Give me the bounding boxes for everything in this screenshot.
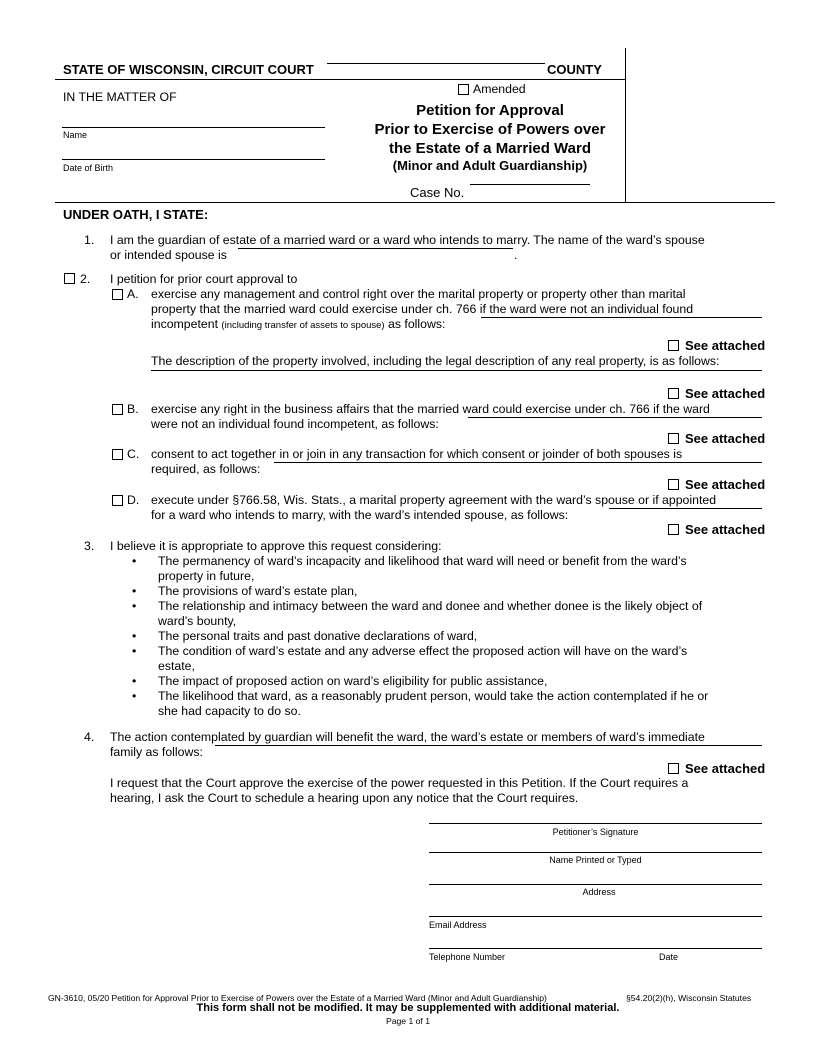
name-printed-input[interactable]	[429, 852, 762, 853]
see-attached-label: See attached	[685, 386, 766, 401]
list-item	[158, 629, 768, 644]
list-item-line: • The provisions of ward’s estate plan,	[158, 584, 358, 598]
header-bottom-divider	[55, 202, 775, 203]
option-d-input[interactable]	[609, 508, 762, 509]
email-label: Email Address	[429, 920, 487, 930]
list-item-line: • The likelihood that ward, as a reasonably prudent person, would take the action contemplated if he or	[158, 689, 709, 703]
name-printed-label: Name Printed or Typed	[549, 855, 642, 865]
request-line: hearing, I ask the Court to schedule a hearing upon any notice that the Court requires.	[110, 791, 579, 805]
item-1-number: 1.	[84, 233, 95, 247]
option-c-input[interactable]	[274, 462, 762, 463]
option-a-input[interactable]	[481, 317, 762, 318]
list-item	[158, 599, 768, 629]
option-a-letter: A.	[127, 287, 139, 301]
matter-label: IN THE MATTER OF	[63, 90, 177, 104]
option-b-letter: B.	[127, 402, 139, 416]
item-4-number: 4.	[84, 730, 95, 744]
address-label: Address	[582, 887, 616, 897]
list-item	[158, 584, 768, 599]
request-line: I request that the Court approve the exercise of the power requested in this Petition. If the Court requires a	[110, 776, 689, 790]
see-attached-checkbox[interactable]	[668, 524, 679, 535]
header-divider	[55, 79, 625, 80]
item-3-number: 3.	[84, 539, 95, 553]
see-attached-label: See attached	[685, 761, 766, 776]
date-label: Date	[659, 952, 679, 962]
title-line: Prior to Exercise of Powers over	[374, 121, 606, 138]
benefit-input[interactable]	[215, 745, 762, 746]
item-1-line: I am the guardian of estate of a married ward or a ward who intends to marry. The name of the ward’s spouse	[110, 233, 705, 247]
option-a-line	[151, 317, 445, 333]
name-input[interactable]	[62, 127, 325, 128]
option-a-line: exercise any management and control right over the marital property or property other than marital	[151, 287, 686, 301]
name-label: Name	[63, 130, 88, 140]
case-no-label: Case No.	[410, 185, 465, 200]
form-title	[340, 101, 640, 158]
option-b-input[interactable]	[468, 417, 762, 418]
list-item-line: estate,	[158, 659, 195, 673]
statute-reference: §54.20(2)(h), Wisconsin Statutes	[626, 993, 752, 1003]
list-item-line: • The permanency of ward’s incapacity and likelihood that ward will need or benefit from the ward’s	[158, 554, 687, 568]
see-attached-checkbox[interactable]	[668, 763, 679, 774]
option-b-line: exercise any right in the business affairs that the married ward could exercise under ch. 766 if the ward	[151, 402, 710, 416]
phone-label: Telephone Number	[429, 952, 506, 962]
option-a-text: as follows:	[388, 317, 446, 331]
county-label: COUNTY	[547, 62, 602, 77]
see-attached-label: See attached	[685, 338, 766, 353]
dob-input[interactable]	[62, 159, 325, 160]
option-d-checkbox[interactable]	[112, 495, 123, 506]
option-c-letter: C.	[127, 447, 140, 461]
list-item-line: • The impact of proposed action on ward’s eligibility for public assistance,	[158, 674, 548, 688]
item-4-line: The action contemplated by guardian will benefit the ward, the ward’s estate or members of ward’s immediate	[110, 730, 705, 744]
option-c-line: consent to act together in or join in any transaction for which consent or joinder of both spouses is	[151, 447, 683, 461]
see-attached-checkbox[interactable]	[668, 433, 679, 444]
phone-date-input[interactable]	[429, 948, 762, 949]
list-item	[158, 674, 768, 689]
form-subtitle: (Minor and Adult Guardianship)	[392, 158, 588, 173]
list-item	[158, 689, 768, 719]
option-a-text: incompetent	[151, 317, 218, 331]
option-a-checkbox[interactable]	[112, 289, 123, 300]
item-4-line: family as follows:	[110, 745, 203, 759]
petitioner-signature-label: Petitioner’s Signature	[552, 827, 639, 837]
option-c-line: required, as follows:	[151, 462, 261, 476]
option-a-small-note: (including transfer of assets to spouse)	[221, 320, 385, 331]
option-c-checkbox[interactable]	[112, 449, 123, 460]
see-attached-label: See attached	[685, 431, 766, 446]
item-3-intro: I believe it is appropriate to approve this request considering:	[110, 539, 442, 553]
case-no-input[interactable]	[470, 184, 590, 185]
option-d-letter: D.	[127, 493, 140, 507]
title-line: Petition for Approval	[416, 102, 564, 119]
property-description-label: The description of the property involved, including the legal description of any real property, is as follows:	[151, 354, 720, 368]
page-number: Page 1 of 1	[386, 1016, 430, 1026]
list-item-line: • The condition of ward’s estate and any adverse effect the proposed action will have on the ward’s	[158, 644, 688, 658]
email-input[interactable]	[429, 916, 762, 917]
item-1-end: .	[514, 248, 518, 262]
modification-notice: This form shall not be modified. It may be supplemented with additional material.	[196, 1002, 620, 1014]
court-label: STATE OF WISCONSIN, CIRCUIT COURT	[63, 62, 314, 77]
address-input[interactable]	[429, 884, 762, 885]
see-attached-checkbox[interactable]	[668, 340, 679, 351]
list-item-line: property in future,	[158, 569, 255, 583]
list-item-line: • The relationship and intimacy between the ward and donee and whether donee is the likely object of	[158, 599, 703, 613]
list-item-line: • The personal traits and past donative declarations of ward,	[158, 629, 478, 643]
list-item-line: she had capacity to do so.	[158, 704, 301, 718]
item-2-number: 2.	[80, 272, 91, 286]
list-item	[158, 644, 768, 674]
item-1-line: or intended spouse is	[110, 248, 227, 262]
list-item	[158, 554, 768, 584]
form-id: GN-3610, 05/20 Petition for Approval Prior to Exercise of Powers over the Estate of a Married Ward (Minor and Adult Guardianship)	[48, 993, 547, 1003]
property-description-input[interactable]	[151, 370, 762, 371]
see-attached-label: See attached	[685, 522, 766, 537]
oath-heading: UNDER OATH, I STATE:	[63, 207, 209, 222]
item-2-intro: I petition for prior court approval to	[110, 272, 298, 286]
option-b-line: were not an individual found incompetent, as follows:	[151, 417, 439, 431]
amended-label: Amended	[473, 82, 526, 96]
item-2-checkbox[interactable]	[64, 273, 75, 284]
dob-label: Date of Birth	[63, 163, 114, 173]
option-a-line: property that the married ward could exercise under ch. 766 if the ward were not an individual found	[151, 302, 694, 316]
option-d-line: for a ward who intends to marry, with the ward’s intended spouse, as follows:	[151, 508, 569, 522]
see-attached-label: See attached	[685, 477, 766, 492]
amended-checkbox[interactable]	[458, 84, 469, 95]
county-input[interactable]	[327, 63, 545, 64]
petitioner-signature-input[interactable]	[429, 823, 762, 824]
option-d-line: execute under §766.58, Wis. Stats., a marital property agreement with the ward’s spouse or if appointed	[151, 493, 717, 507]
list-item-line: ward’s bounty,	[158, 614, 237, 628]
see-attached-checkbox[interactable]	[668, 479, 679, 490]
option-b-checkbox[interactable]	[112, 404, 123, 415]
spouse-name-input[interactable]	[238, 248, 513, 249]
title-line: the Estate of a Married Ward	[389, 140, 591, 157]
considerations-list	[158, 554, 768, 719]
see-attached-checkbox[interactable]	[668, 388, 679, 399]
